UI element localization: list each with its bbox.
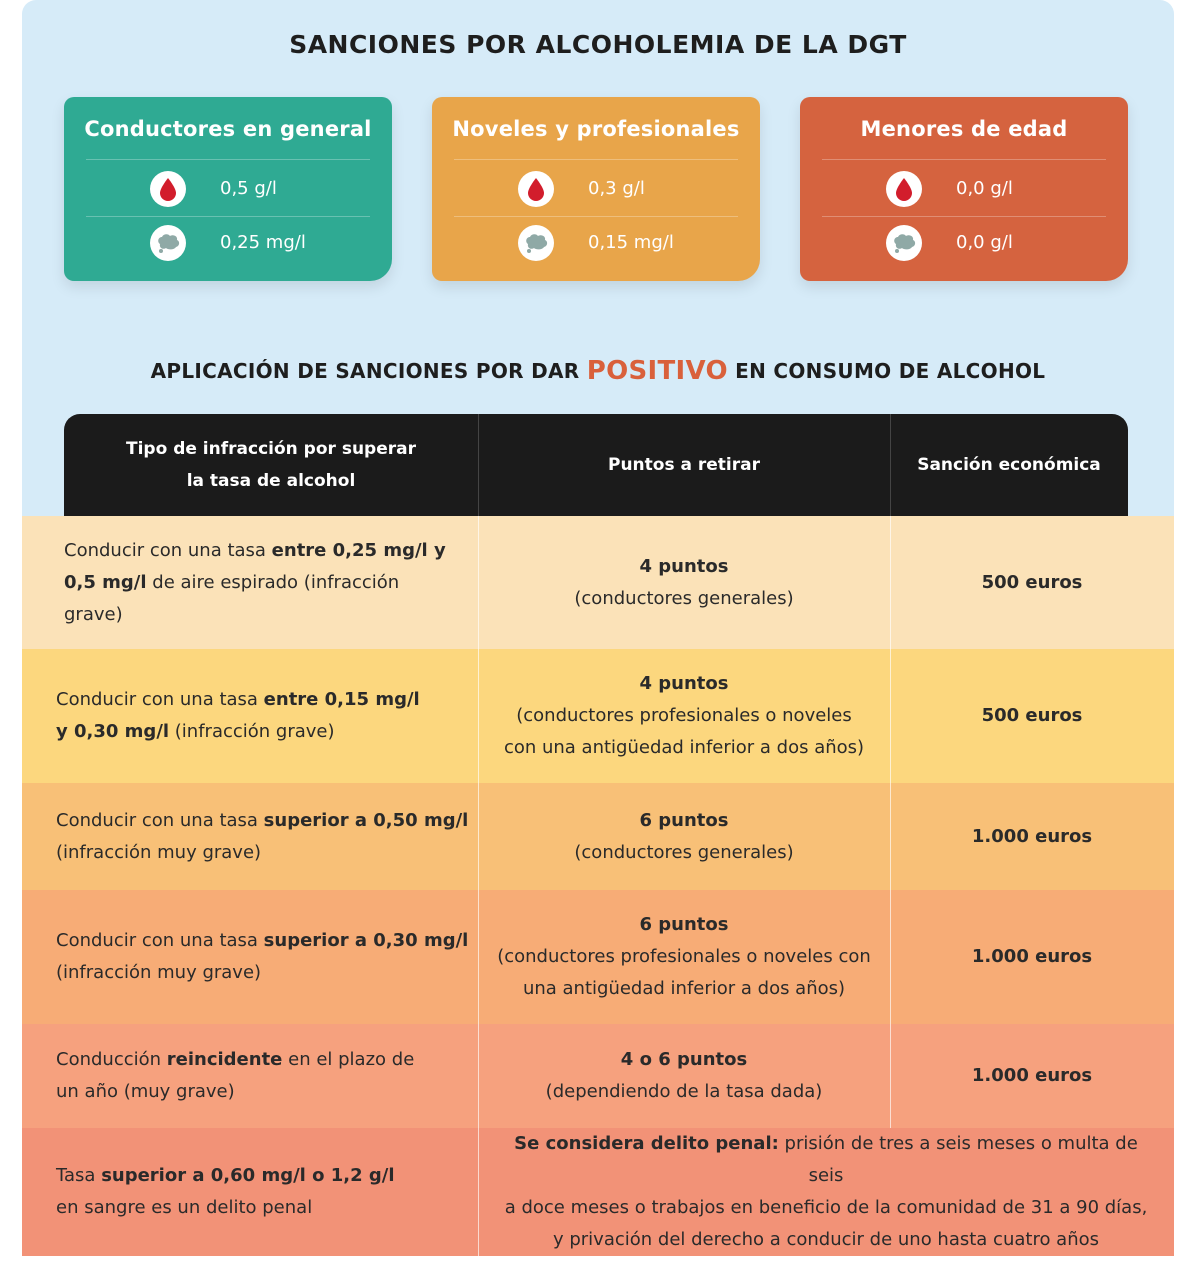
text-bold: Se considera delito penal:	[514, 1133, 779, 1154]
subtitle-text: APLICACIÓN DE SANCIONES POR DAR	[150, 359, 587, 383]
cell-points	[478, 783, 890, 890]
text: grave)	[64, 603, 123, 625]
cell-fine: 1.000 euros	[971, 946, 1093, 967]
text: Conducción	[56, 1049, 167, 1070]
table-row	[22, 649, 1174, 783]
text: Conducir con una tasa	[64, 539, 272, 561]
text: (infracción muy grave)	[56, 962, 262, 983]
text: a doce meses o trabajos en beneficio de la comunidad de 31 a 90 días,	[504, 1197, 1148, 1218]
card-row-breath	[800, 223, 1128, 263]
cell-infraction	[56, 1024, 476, 1128]
card-breath-value: 0,0 g/l	[956, 232, 1013, 253]
table-row	[22, 516, 1174, 649]
points-note: (conductores generales)	[574, 587, 794, 609]
points-note: (conductores generales)	[574, 841, 794, 863]
cell-infraction	[56, 649, 476, 783]
points-value: 4 puntos	[639, 555, 729, 577]
points-value: 4 o 6 puntos	[620, 1049, 748, 1070]
points-value: 4 puntos	[639, 673, 729, 694]
text: en sangre es un delito penal	[56, 1197, 313, 1218]
points-note: (dependiendo de la tasa dada)	[545, 1081, 823, 1102]
blood-drop-icon	[886, 171, 922, 207]
text: Conducir con una tasa	[56, 689, 264, 710]
cell-points	[478, 516, 890, 649]
breath-test-icon	[150, 225, 186, 261]
cell-points	[478, 649, 890, 783]
text: en el plazo de	[282, 1049, 415, 1070]
card-divider	[822, 159, 1106, 160]
card-breath-value: 0,15 mg/l	[588, 232, 674, 253]
text: (infracción muy grave)	[56, 841, 262, 863]
cell-infraction	[64, 516, 484, 649]
card-menores-edad	[800, 97, 1128, 281]
header-text: Tipo de infracción por superar	[126, 439, 416, 459]
cell-infraction	[56, 1128, 476, 1256]
card-blood-value: 0,5 g/l	[220, 178, 277, 199]
table-header	[64, 414, 1128, 516]
breath-test-icon	[886, 225, 922, 261]
header-points: Puntos a retirar	[607, 455, 760, 475]
cell-points	[478, 890, 890, 1024]
card-conductores-general	[64, 97, 392, 281]
cell-fine: 500 euros	[981, 705, 1083, 726]
cell-fine: 1.000 euros	[971, 825, 1093, 847]
card-noveles-profesionales	[432, 97, 760, 281]
text: Tasa	[56, 1165, 102, 1186]
text: Conducir con una tasa	[56, 930, 264, 951]
table-row	[22, 1128, 1174, 1256]
text-bold: entre 0,25 mg/l y	[271, 539, 446, 561]
text-bold: superior a 0,30 mg/l	[263, 930, 469, 951]
card-blood-value: 0,0 g/l	[956, 178, 1013, 199]
card-row-breath	[432, 223, 760, 263]
infographic-panel	[22, 0, 1174, 1256]
page-title: SANCIONES POR ALCOHOLEMIA DE LA DGT	[289, 30, 907, 59]
cell-fine: 1.000 euros	[971, 1065, 1093, 1086]
blood-drop-icon	[150, 171, 186, 207]
card-title: Menores de edad	[860, 117, 1068, 141]
text: (infracción grave)	[169, 721, 335, 742]
card-divider	[822, 216, 1106, 217]
blood-drop-icon	[518, 171, 554, 207]
cell-points	[478, 1024, 890, 1128]
card-blood-value: 0,3 g/l	[588, 178, 645, 199]
card-divider	[454, 216, 738, 217]
table-row	[22, 783, 1174, 890]
card-breath-value: 0,25 mg/l	[220, 232, 306, 253]
header-fine: Sanción económica	[917, 455, 1101, 475]
points-value: 6 puntos	[639, 914, 729, 935]
points-note: con una antigüedad inferior a dos años)	[503, 737, 865, 758]
card-divider	[86, 216, 370, 217]
cell-penal-consequence	[478, 1128, 1174, 1256]
card-row-blood	[64, 169, 392, 209]
points-note: una antigüedad inferior a dos años)	[522, 978, 846, 999]
text: un año (muy grave)	[56, 1081, 235, 1102]
card-title: Noveles y profesionales	[452, 117, 740, 141]
header-infraction-type	[64, 414, 478, 516]
cell-infraction	[56, 783, 476, 890]
section-subtitle	[22, 356, 1174, 386]
text-bold: superior a 0,50 mg/l	[263, 809, 469, 831]
card-divider	[454, 159, 738, 160]
subtitle-text: EN CONSUMO DE ALCOHOL	[727, 359, 1046, 383]
text-bold: y 0,30 mg/l	[56, 721, 170, 742]
cell-fine: 500 euros	[981, 571, 1083, 593]
breath-test-icon	[518, 225, 554, 261]
text: prisión de tres a seis meses o multa de seis	[778, 1133, 1138, 1186]
card-divider	[86, 159, 370, 160]
subtitle-highlight: POSITIVO	[586, 356, 728, 386]
text-bold: superior a 0,60 mg/l o 1,2 g/l	[101, 1165, 395, 1186]
points-note: (conductores profesionales o noveles con	[497, 946, 871, 967]
text: y privación del derecho a conducir de uno hasta cuatro años	[552, 1229, 1100, 1250]
text-bold: entre 0,15 mg/l	[263, 689, 420, 710]
table-row	[22, 890, 1174, 1024]
text: Conducir con una tasa	[56, 809, 264, 831]
card-row-blood	[800, 169, 1128, 209]
cell-infraction	[56, 890, 476, 1024]
points-note: (conductores profesionales o noveles	[516, 705, 852, 726]
table-row	[22, 1024, 1174, 1128]
text-bold: 0,5 mg/l	[64, 571, 147, 593]
points-value: 6 puntos	[639, 809, 729, 831]
text: de aire espirado (infracción	[146, 571, 400, 593]
header-text: la tasa de alcohol	[186, 471, 356, 491]
card-row-blood	[432, 169, 760, 209]
card-row-breath	[64, 223, 392, 263]
text-bold: reincidente	[166, 1049, 283, 1070]
card-title: Conductores en general	[84, 117, 372, 141]
